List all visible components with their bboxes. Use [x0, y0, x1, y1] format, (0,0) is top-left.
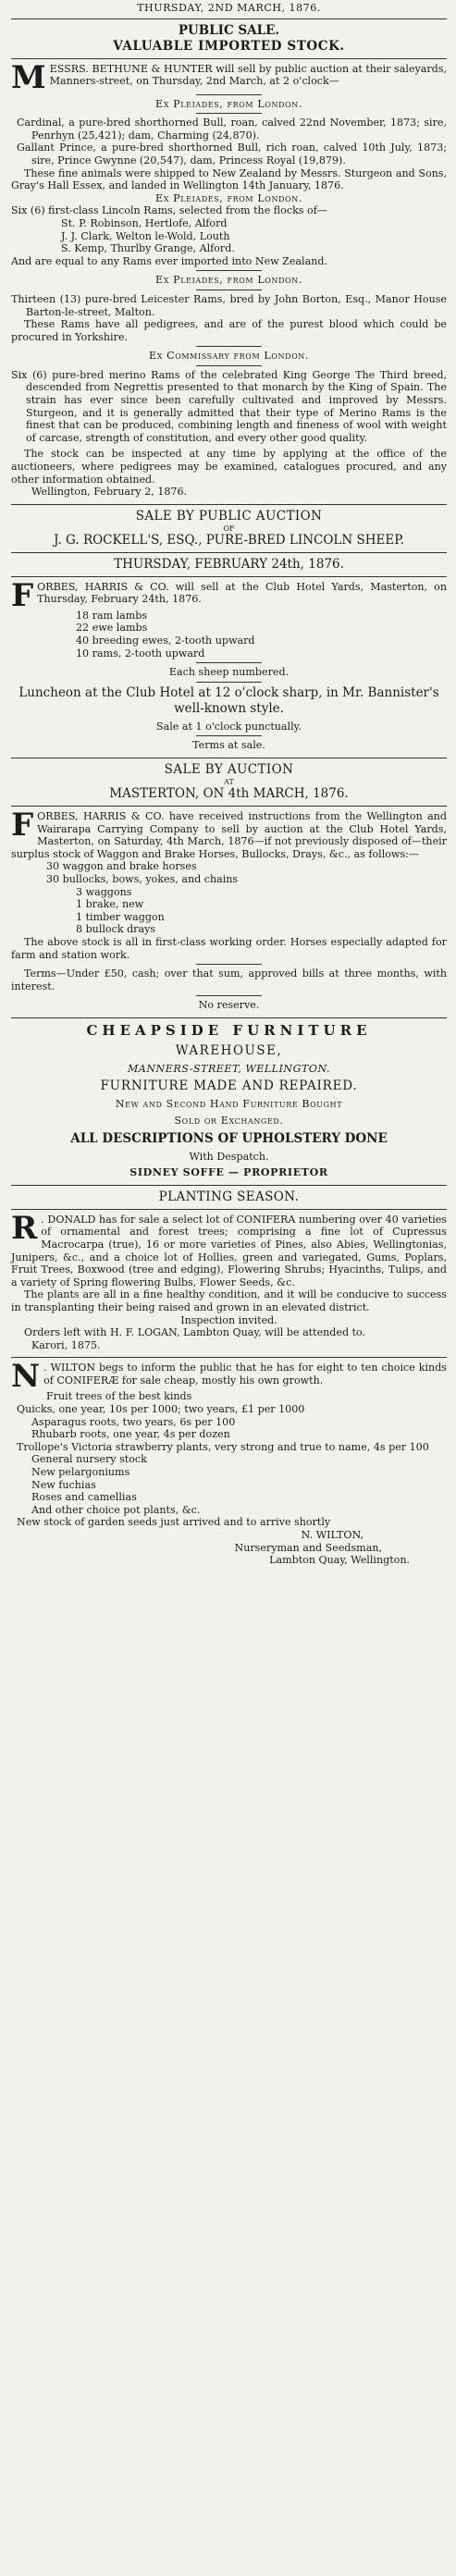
wilton-item: New fuchias — [31, 1478, 96, 1491]
drop-cap: M — [11, 58, 46, 96]
public-sale-dateline: Wellington, February 2, 1876. — [31, 486, 188, 499]
rockell-terms: Terms at sale. — [192, 739, 265, 752]
cheapside-made: FURNITURE MADE AND REPAIRED. — [100, 1078, 358, 1094]
divider — [11, 1185, 447, 1186]
inspection-note: The stock can be inspected at any time by applying at the office of the auctioneers, where pedigrees may be examined, catalogues procured, and any other information obtained. — [11, 448, 447, 486]
divider — [11, 1209, 447, 1210]
drop-cap: R — [11, 1209, 38, 1247]
healthy-note: The plants are all in a fine healthy condition, and it will be conducive to success in transplanting their being raised and grown in an elevated district. — [11, 1288, 447, 1313]
wilton-intro: N . WILTON begs to inform the public that he has for eight to ten choice kinds of CONIFERÆ for sale cheap, mostly his own growth. — [11, 1358, 447, 1396]
divider — [196, 995, 262, 996]
cheapside-street: MANNERS-STREET, WELLINGTON. — [127, 1062, 331, 1075]
ship-heading: Ex Pleiades, from London. — [155, 191, 302, 204]
cheapside-bought: New and Second Hand Furniture Bought — [115, 1098, 343, 1111]
ship-heading: Ex Pleiades, from London. — [155, 97, 302, 110]
stock-item: 1 timber waggon — [76, 910, 165, 923]
stock-item: 40 breeding ewes, 2-tooth upward — [76, 635, 255, 647]
divider — [196, 365, 262, 366]
planting-text: R . DONALD has for sale a select lot of CONIFERA numbering over 40 varieties of ornamental and forest trees; comprising a fine lot of Cupressus Macrocarpa (true), 16 or more varieties of Pines, also Abies, Wellingtonias, Junipers, &c., and a choice lot of Hollies, green and variegated, Gums, Poplars, Fruit Trees, Boxwood (tree and edging), Flowering Shrubs; Hyacinths, Tulips, and a variety of Spring flowering Bulbs, Flower Seeds, &c. — [11, 1209, 447, 1288]
masterton-intro: F ORBES, HARRIS & CO. have received instructions from the Wellington and Wairarapa Carrying Company to sell by auction at the Club Hotel Yards, Masterton, on Saturday, 4th March, 1876—if not previously disposed of—their surplus stock of Waggon and Brake Horses, Bullocks, Drays, &c., as follows:— — [11, 806, 447, 860]
wilton-item: Asparagus roots, two years, 6s per 100 — [31, 1415, 236, 1428]
rockell-heading: SALE BY PUBLIC AUCTION — [135, 508, 323, 524]
wilton-item: New stock of garden seeds just arrived and to arrive shortly — [17, 1516, 331, 1529]
gallant-prince-bull: Gallant Prince, a pure-bred shorthorned Bull, rich roan, calved 10th July, 1873; sire, Prince Gwynne (20,547), dam, Princess Royal (19,879). — [17, 142, 447, 166]
divider — [11, 576, 447, 577]
inspection-invited: Inspection invited. — [180, 1313, 277, 1326]
ship-heading: Ex Commissary from London. — [149, 350, 309, 363]
wilton-item: New pelargoniums — [31, 1465, 130, 1478]
wilton-name: N. WILTON, — [301, 1528, 364, 1541]
cheapside-despatch: With Despatch. — [189, 1150, 269, 1163]
divider — [196, 346, 262, 347]
masterton-at: AT — [224, 777, 234, 786]
divider — [11, 1017, 447, 1018]
cardinal-bull: Cardinal, a pure-bred shorthorned Bull, roan, calved 22nd November, 1873; sire, Penrhyn (25,421); dam, Charming (24,870). — [17, 117, 447, 142]
masterton-terms: Terms—Under £50, cash; over that sum, approved bills at three months, with interest. — [11, 968, 447, 992]
divider — [196, 964, 262, 965]
divider — [196, 662, 262, 663]
public-sale-intro: M ESSRS. BETHUNE & HUNTER will sell by public auction at their saleyards, Manners-street, on Thursday, 2nd March, at 2 o'clock— — [11, 58, 447, 96]
cheapside-warehouse: WAREHOUSE, — [175, 1042, 283, 1058]
wilton-address: Lambton Quay, Wellington. — [269, 1554, 410, 1567]
divider — [196, 94, 262, 95]
divider — [11, 18, 447, 19]
dateline: THURSDAY, 2ND MARCH, 1876. — [137, 2, 321, 14]
public-sale-heading: PUBLIC SALE. — [178, 22, 280, 38]
numbered-note: Each sheep numbered. — [168, 666, 290, 679]
divider — [196, 113, 262, 114]
ship-heading: Ex Pleiades, from London. — [155, 274, 302, 287]
public-sale-title: VALUABLE IMPORTED STOCK. — [113, 38, 345, 54]
stock-item: 18 ram lambs — [76, 609, 148, 622]
divider — [11, 1357, 447, 1358]
rockell-intro: F ORBES, HARRIS & CO. will sell at the Club Hotel Yards, Masterton, on Thursday, February 24th, 1876. — [11, 576, 447, 614]
wilton-trade: Nurseryman and Seedsman, — [234, 1541, 382, 1554]
cheapside-proprietor: SIDNEY SOFFE — PROPRIETOR — [129, 1166, 328, 1179]
divider — [11, 504, 447, 505]
drop-cap: F — [11, 806, 34, 844]
wilton-item: Fruit trees of the best kinds — [46, 1390, 192, 1403]
stock-item: 22 ewe lambs — [76, 622, 148, 635]
orders-note: Orders left with H. F. LOGAN, Lambton Quay, will be attended to. — [24, 1326, 366, 1339]
divider — [11, 58, 447, 59]
rockell-date: THURSDAY, FEBRUARY 24th, 1876. — [114, 556, 344, 572]
shipped-note: These fine animals were shipped to New Zealand by Messrs. Sturgeon and Sons, Gray's Hall Essex, and landed in Wellington 14th January, 1876. — [11, 166, 447, 192]
wilton-item: And other choice pot plants, &c. — [31, 1503, 201, 1516]
masterton-heading: SALE BY AUCTION — [164, 761, 294, 777]
divider — [11, 806, 447, 807]
rockell-of: OF — [223, 524, 235, 533]
flock-entry: St. P. Robinson, Hertlofe, Alford — [61, 216, 228, 229]
wilton-item: General nursery stock — [31, 1453, 147, 1466]
planting-heading: PLANTING SEASON. — [158, 1189, 300, 1204]
leicester-note: These Rams have all pedigrees, and are of the purest blood which could be procured in Yorkshire. — [11, 318, 447, 343]
stock-item: 30 waggon and brake horses — [46, 860, 197, 873]
planting-dateline: Karori, 1875. — [31, 1338, 101, 1351]
wilton-item: Quicks, one year, 10s per 1000; two years, £1 per 1000 — [17, 1402, 305, 1415]
wilton-item: Trollope's Victoria strawberry plants, very strong and true to name, 4s per 100 — [17, 1440, 429, 1453]
wilton-item: Roses and camellias — [31, 1491, 137, 1504]
stock-item: 30 bullocks, bows, yokes, and chains — [46, 872, 239, 885]
no-reserve: No reserve. — [198, 999, 260, 1012]
flock-entry: S. Kemp, Thurlby Grange, Alford. — [61, 242, 235, 255]
cheapside-sold: Sold or Exchanged. — [174, 1115, 284, 1128]
divider — [11, 552, 447, 553]
cheapside-title: CHEAPSIDE FURNITURE — [86, 1021, 372, 1039]
flock-entry: J. J. Clark, Welton le-Wold, Louth — [61, 229, 230, 242]
stock-item: 3 waggons — [76, 885, 132, 898]
cheapside-upholstery: ALL DESCRIPTIONS OF UPHOLSTERY DONE — [70, 1130, 388, 1146]
drop-cap: F — [11, 576, 34, 614]
merino-rams: Six (6) pure-bred merino Rams of the celebrated King George The Third breed, descended from Negrettis presented to that monarch by the King of Spain. The strain has ever since been carefully cultivated and improved by Messrs. Sturgeon, and it is generally admitted that their type of Merino Rams is the finest that can be produced, combining length and fineness of wool with weight of carcase, strength of constitution, and every other good quality. — [11, 368, 447, 444]
sale-time: Sale at 1 o'clock punctually. — [156, 720, 302, 733]
stock-item: 1 brake, new — [76, 898, 144, 911]
working-order-note: The above stock is all in first-class working order. Horses especially adapted for farm and station work. — [11, 935, 447, 961]
stock-item: 8 bullock drays — [76, 923, 156, 936]
lincoln-rams: Six (6) first-class Lincoln Rams, selected from the flocks of— — [11, 204, 327, 217]
lincoln-note: And are equal to any Rams ever imported into New Zealand. — [11, 254, 327, 267]
divider — [196, 735, 262, 736]
stock-item: 10 rams, 2-tooth upward — [76, 647, 205, 659]
wilton-item: Rhubarb roots, one year, 4s per dozen — [31, 1428, 230, 1441]
drop-cap: N — [11, 1358, 41, 1396]
rockell-title: J. G. ROCKELL'S, ESQ., PURE-BRED LINCOLN SHEEP. — [54, 532, 404, 548]
divider — [196, 682, 262, 683]
luncheon-note: Luncheon at the Club Hotel at 12 o'clock sharp, in Mr. Bannister's well-known style. — [18, 684, 439, 716]
leicester-rams: Thirteen (13) pure-bred Leicester Rams, bred by John Borton, Esq., Manor House Barton-le-street, Malton. — [11, 292, 447, 318]
masterton-title: MASTERTON, ON 4th MARCH, 1876. — [109, 785, 349, 801]
divider — [196, 270, 262, 271]
